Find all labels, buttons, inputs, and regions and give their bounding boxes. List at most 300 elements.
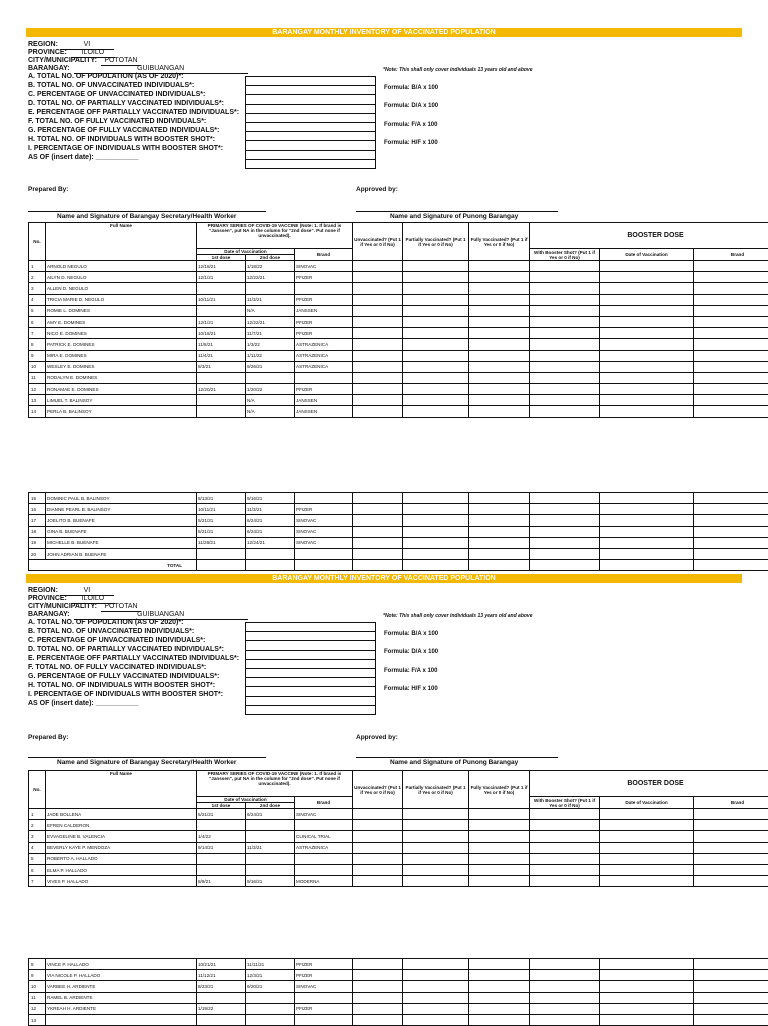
- row-number[interactable]: 6: [29, 316, 46, 327]
- vaccine-brand[interactable]: PFIZER: [295, 384, 353, 395]
- vaccine-brand[interactable]: CLINICAL TRIAL: [295, 831, 353, 842]
- person-name[interactable]: GINA B. BUENAFE: [46, 526, 197, 537]
- vaccine-brand[interactable]: PFIZER: [295, 959, 353, 970]
- empty-cell[interactable]: [403, 864, 469, 875]
- second-dose-date[interactable]: 1/3/22: [246, 339, 295, 350]
- empty-cell[interactable]: [469, 339, 530, 350]
- vaccine-brand[interactable]: [295, 372, 353, 383]
- vaccine-brand[interactable]: SINOVAC: [295, 809, 353, 820]
- empty-cell[interactable]: [469, 959, 530, 970]
- vaccine-brand[interactable]: [295, 548, 353, 559]
- empty-cell[interactable]: [469, 842, 530, 853]
- second-dose-date[interactable]: 11/3/21: [246, 504, 295, 515]
- row-number[interactable]: 12: [29, 384, 46, 395]
- first-dose-date[interactable]: 10/21/21: [197, 959, 246, 970]
- person-name[interactable]: PERLA B. BALINSOY: [46, 406, 197, 417]
- empty-cell[interactable]: [403, 537, 469, 548]
- person-name[interactable]: VINCE P. HALLADO: [46, 959, 197, 970]
- total-cell[interactable]: [353, 560, 403, 571]
- person-name[interactable]: NICO E. DOMINES: [46, 328, 197, 339]
- second-dose-date[interactable]: 12/3/21: [246, 970, 295, 981]
- answer-box[interactable]: [246, 141, 375, 150]
- empty-cell[interactable]: [353, 384, 403, 395]
- second-dose-date[interactable]: N/A: [246, 395, 295, 406]
- second-dose-date[interactable]: [246, 864, 295, 875]
- empty-cell[interactable]: [469, 283, 530, 294]
- empty-cell[interactable]: [694, 294, 768, 305]
- first-dose-date[interactable]: [197, 853, 246, 864]
- empty-cell[interactable]: [694, 970, 768, 981]
- empty-cell[interactable]: [403, 992, 469, 1003]
- empty-cell[interactable]: [403, 350, 469, 361]
- first-dose-date[interactable]: 12/18/21: [197, 261, 246, 272]
- empty-cell[interactable]: [469, 395, 530, 406]
- answer-box[interactable]: [246, 132, 375, 141]
- answer-box[interactable]: [246, 706, 375, 715]
- empty-cell[interactable]: [600, 526, 694, 537]
- person-name[interactable]: ROMIE L. DOMINES: [46, 305, 197, 316]
- empty-cell[interactable]: [403, 526, 469, 537]
- empty-cell[interactable]: [353, 876, 403, 887]
- empty-cell[interactable]: [600, 406, 694, 417]
- empty-cell[interactable]: [353, 316, 403, 327]
- empty-cell[interactable]: [403, 504, 469, 515]
- empty-cell[interactable]: [600, 992, 694, 1003]
- empty-cell[interactable]: [353, 820, 403, 831]
- empty-cell[interactable]: [600, 504, 694, 515]
- empty-cell[interactable]: [469, 548, 530, 559]
- second-dose-date[interactable]: [246, 1003, 295, 1014]
- second-dose-date[interactable]: 9/16/21: [246, 493, 295, 504]
- person-name[interactable]: RONAMAE E. DOMINES: [46, 384, 197, 395]
- empty-cell[interactable]: [694, 372, 768, 383]
- answer-box[interactable]: [246, 641, 375, 650]
- empty-cell[interactable]: [530, 864, 600, 875]
- empty-cell[interactable]: [403, 261, 469, 272]
- empty-cell[interactable]: [403, 970, 469, 981]
- vaccine-brand[interactable]: PFIZER: [295, 970, 353, 981]
- second-dose-date[interactable]: [246, 820, 295, 831]
- empty-cell[interactable]: [530, 361, 600, 372]
- empty-cell[interactable]: [403, 361, 469, 372]
- empty-cell[interactable]: [469, 992, 530, 1003]
- row-number[interactable]: 14: [29, 406, 46, 417]
- vaccine-brand[interactable]: [295, 493, 353, 504]
- row-number[interactable]: 8: [29, 339, 46, 350]
- empty-cell[interactable]: [353, 305, 403, 316]
- vaccine-brand[interactable]: SINOVAC: [295, 261, 353, 272]
- empty-cell[interactable]: [469, 1003, 530, 1014]
- empty-cell[interactable]: [600, 515, 694, 526]
- person-name[interactable]: JOELITO B. BUENAFE: [46, 515, 197, 526]
- first-dose-date[interactable]: 8/23/21: [197, 981, 246, 992]
- empty-cell[interactable]: [353, 842, 403, 853]
- empty-cell[interactable]: [353, 1003, 403, 1014]
- empty-cell[interactable]: [530, 372, 600, 383]
- empty-cell[interactable]: [600, 305, 694, 316]
- total-cell[interactable]: [600, 560, 694, 571]
- first-dose-date[interactable]: 11/12/21: [197, 970, 246, 981]
- empty-cell[interactable]: [403, 372, 469, 383]
- row-number[interactable]: 9: [29, 970, 46, 981]
- empty-cell[interactable]: [469, 361, 530, 372]
- answer-box[interactable]: [246, 687, 375, 696]
- empty-cell[interactable]: [694, 493, 768, 504]
- empty-cell[interactable]: [530, 328, 600, 339]
- person-name[interactable]: ARNOLD NEGULO: [46, 261, 197, 272]
- row-number[interactable]: 17: [29, 515, 46, 526]
- empty-cell[interactable]: [694, 548, 768, 559]
- first-dose-date[interactable]: 5/21/21: [197, 809, 246, 820]
- vaccine-brand[interactable]: ASTRAZENICA: [295, 842, 353, 853]
- empty-cell[interactable]: [530, 316, 600, 327]
- first-dose-date[interactable]: [197, 395, 246, 406]
- first-dose-date[interactable]: 12/1/21: [197, 272, 246, 283]
- person-name[interactable]: VARBEE H. ARDIENTE: [46, 981, 197, 992]
- empty-cell[interactable]: [403, 842, 469, 853]
- person-name[interactable]: JADE BOLLENA: [46, 809, 197, 820]
- person-name[interactable]: MICHELLE B. BUENAFE: [46, 537, 197, 548]
- total-cell[interactable]: [694, 560, 768, 571]
- empty-cell[interactable]: [694, 515, 768, 526]
- empty-cell[interactable]: [600, 294, 694, 305]
- second-dose-date[interactable]: [246, 992, 295, 1003]
- empty-cell[interactable]: [530, 350, 600, 361]
- second-dose-date[interactable]: [246, 283, 295, 294]
- first-dose-date[interactable]: [197, 372, 246, 383]
- empty-cell[interactable]: [600, 272, 694, 283]
- empty-cell[interactable]: [600, 372, 694, 383]
- empty-cell[interactable]: [694, 406, 768, 417]
- empty-cell[interactable]: [600, 328, 694, 339]
- empty-cell[interactable]: [694, 959, 768, 970]
- empty-cell[interactable]: [403, 384, 469, 395]
- empty-cell[interactable]: [530, 831, 600, 842]
- second-dose-date[interactable]: 11/3/21: [246, 294, 295, 305]
- empty-cell[interactable]: [600, 537, 694, 548]
- vaccine-brand[interactable]: JANSSEN: [295, 406, 353, 417]
- second-dose-date[interactable]: 9/16/21: [246, 876, 295, 887]
- empty-cell[interactable]: [694, 981, 768, 992]
- empty-cell[interactable]: [530, 992, 600, 1003]
- answer-box[interactable]: [246, 95, 375, 104]
- person-name[interactable]: PATRICK E. DOMINES: [46, 339, 197, 350]
- empty-cell[interactable]: [469, 384, 530, 395]
- empty-cell[interactable]: [403, 853, 469, 864]
- empty-cell[interactable]: [469, 493, 530, 504]
- empty-cell[interactable]: [694, 820, 768, 831]
- answer-box[interactable]: [246, 151, 375, 160]
- total-cell[interactable]: [403, 560, 469, 571]
- empty-cell[interactable]: [403, 395, 469, 406]
- empty-cell[interactable]: [694, 864, 768, 875]
- second-dose-date[interactable]: 6/24/21: [246, 809, 295, 820]
- empty-cell[interactable]: [353, 261, 403, 272]
- empty-cell[interactable]: [469, 809, 530, 820]
- empty-cell[interactable]: [694, 853, 768, 864]
- empty-cell[interactable]: [469, 526, 530, 537]
- vaccine-brand[interactable]: ASTRAZENICA: [295, 350, 353, 361]
- empty-cell[interactable]: [403, 316, 469, 327]
- empty-cell[interactable]: [600, 809, 694, 820]
- answer-box[interactable]: [246, 678, 375, 687]
- vaccine-brand[interactable]: PFIZER: [295, 1003, 353, 1014]
- second-dose-date[interactable]: N/A: [246, 305, 295, 316]
- empty-cell[interactable]: [600, 384, 694, 395]
- first-dose-date[interactable]: 10/11/21: [197, 504, 246, 515]
- empty-cell[interactable]: [694, 384, 768, 395]
- row-number[interactable]: 19: [29, 537, 46, 548]
- person-name[interactable]: ALLEN D. NEGULO: [46, 283, 197, 294]
- first-dose-date[interactable]: 12/20/21: [197, 384, 246, 395]
- first-dose-date[interactable]: 8/9/21: [197, 876, 246, 887]
- empty-cell[interactable]: [694, 537, 768, 548]
- answer-box[interactable]: [246, 632, 375, 641]
- empty-cell[interactable]: [530, 842, 600, 853]
- vaccine-brand[interactable]: SINOVAC: [295, 526, 353, 537]
- empty-cell[interactable]: [600, 261, 694, 272]
- person-name[interactable]: TRICIA MARIE D. NEGULO: [46, 294, 197, 305]
- row-number[interactable]: 3: [29, 283, 46, 294]
- row-number[interactable]: 13: [29, 1014, 46, 1025]
- empty-cell[interactable]: [353, 809, 403, 820]
- answer-box[interactable]: [246, 77, 375, 86]
- first-dose-date[interactable]: 5/21/21: [197, 515, 246, 526]
- empty-cell[interactable]: [600, 493, 694, 504]
- empty-cell[interactable]: [600, 350, 694, 361]
- empty-cell[interactable]: [600, 876, 694, 887]
- empty-cell[interactable]: [403, 294, 469, 305]
- empty-cell[interactable]: [469, 305, 530, 316]
- vaccine-brand[interactable]: PFIZER: [295, 316, 353, 327]
- vaccine-brand[interactable]: ASTRAZENICA: [295, 339, 353, 350]
- empty-cell[interactable]: [469, 316, 530, 327]
- empty-cell[interactable]: [469, 504, 530, 515]
- empty-cell[interactable]: [353, 981, 403, 992]
- empty-cell[interactable]: [403, 1003, 469, 1014]
- vaccine-brand[interactable]: SINOVAC: [295, 537, 353, 548]
- empty-cell[interactable]: [694, 809, 768, 820]
- second-dose-date[interactable]: [246, 853, 295, 864]
- empty-cell[interactable]: [530, 876, 600, 887]
- empty-cell[interactable]: [530, 272, 600, 283]
- second-dose-date[interactable]: 6/24/21: [246, 515, 295, 526]
- row-number[interactable]: 4: [29, 294, 46, 305]
- row-number[interactable]: 9: [29, 350, 46, 361]
- second-dose-date[interactable]: 11/7/21: [246, 328, 295, 339]
- vaccine-brand[interactable]: [295, 853, 353, 864]
- second-dose-date[interactable]: 12/24/21: [246, 537, 295, 548]
- person-name[interactable]: ELMA P. HALLADO: [46, 864, 197, 875]
- vaccine-brand[interactable]: PFIZER: [295, 328, 353, 339]
- empty-cell[interactable]: [403, 493, 469, 504]
- row-number[interactable]: 11: [29, 992, 46, 1003]
- person-name[interactable]: RODALYN E. DOMINES: [46, 372, 197, 383]
- empty-cell[interactable]: [600, 959, 694, 970]
- vaccine-brand[interactable]: MODERNA: [295, 876, 353, 887]
- row-number[interactable]: 11: [29, 372, 46, 383]
- empty-cell[interactable]: [469, 272, 530, 283]
- answer-box[interactable]: [246, 86, 375, 95]
- empty-cell[interactable]: [469, 981, 530, 992]
- second-dose-date[interactable]: [246, 372, 295, 383]
- row-number[interactable]: 12: [29, 1003, 46, 1014]
- empty-cell[interactable]: [530, 384, 600, 395]
- person-name[interactable]: YKREAH H. ARDIENTE: [46, 1003, 197, 1014]
- second-dose-date[interactable]: 11/11/21: [246, 959, 295, 970]
- answer-box[interactable]: [246, 651, 375, 660]
- first-dose-date[interactable]: [197, 548, 246, 559]
- first-dose-date[interactable]: [197, 406, 246, 417]
- empty-cell[interactable]: [600, 316, 694, 327]
- person-name[interactable]: JOHN ADRIAN B. BUENAFE: [46, 548, 197, 559]
- row-number[interactable]: 4: [29, 842, 46, 853]
- empty-cell[interactable]: [353, 361, 403, 372]
- empty-cell[interactable]: [530, 504, 600, 515]
- empty-cell[interactable]: [694, 261, 768, 272]
- first-dose-date[interactable]: [197, 864, 246, 875]
- empty-cell[interactable]: [353, 831, 403, 842]
- answer-box[interactable]: [246, 697, 375, 706]
- empty-cell[interactable]: [600, 339, 694, 350]
- empty-cell[interactable]: [600, 283, 694, 294]
- empty-cell[interactable]: [469, 406, 530, 417]
- empty-cell[interactable]: [530, 395, 600, 406]
- empty-cell[interactable]: [694, 1003, 768, 1014]
- second-dose-date[interactable]: 11/3/21: [246, 842, 295, 853]
- empty-cell[interactable]: [694, 305, 768, 316]
- empty-cell[interactable]: [694, 992, 768, 1003]
- row-number[interactable]: 8: [29, 959, 46, 970]
- answer-box[interactable]: [246, 105, 375, 114]
- empty-cell[interactable]: [469, 537, 530, 548]
- row-number[interactable]: 5: [29, 853, 46, 864]
- empty-cell[interactable]: [469, 970, 530, 981]
- empty-cell[interactable]: [694, 350, 768, 361]
- vaccine-brand[interactable]: [295, 992, 353, 1003]
- vaccine-brand[interactable]: SINOVAC: [295, 981, 353, 992]
- second-dose-date[interactable]: 9/26/21: [246, 361, 295, 372]
- empty-cell[interactable]: [600, 361, 694, 372]
- empty-cell[interactable]: [469, 261, 530, 272]
- empty-cell[interactable]: [353, 283, 403, 294]
- vaccine-brand[interactable]: SINOVAC: [295, 515, 353, 526]
- empty-cell[interactable]: [694, 339, 768, 350]
- vaccine-brand[interactable]: [295, 820, 353, 831]
- person-name[interactable]: LIMUEL T. BALINSOY: [46, 395, 197, 406]
- first-dose-date[interactable]: 11/26/21: [197, 537, 246, 548]
- empty-cell[interactable]: [353, 504, 403, 515]
- person-name[interactable]: RAMEL B. ARDIENTE: [46, 992, 197, 1003]
- total-cell[interactable]: [530, 560, 600, 571]
- second-dose-date[interactable]: 1/18/22: [246, 261, 295, 272]
- empty-cell[interactable]: [469, 350, 530, 361]
- answer-box[interactable]: [246, 623, 375, 632]
- second-dose-date[interactable]: 1/20/22: [246, 384, 295, 395]
- total-cell[interactable]: [295, 560, 353, 571]
- answer-box[interactable]: [246, 114, 375, 123]
- first-dose-date[interactable]: [197, 305, 246, 316]
- answer-box[interactable]: [246, 123, 375, 132]
- second-dose-date[interactable]: 1/11/22: [246, 350, 295, 361]
- empty-cell[interactable]: [353, 406, 403, 417]
- empty-cell[interactable]: [530, 809, 600, 820]
- empty-cell[interactable]: [403, 339, 469, 350]
- empty-cell[interactable]: [694, 272, 768, 283]
- empty-cell[interactable]: [353, 350, 403, 361]
- row-number[interactable]: 15: [29, 493, 46, 504]
- second-dose-date[interactable]: 12/22/21: [246, 316, 295, 327]
- empty-cell[interactable]: [403, 272, 469, 283]
- empty-cell[interactable]: [600, 395, 694, 406]
- empty-cell[interactable]: [403, 548, 469, 559]
- row-number[interactable]: 13: [29, 395, 46, 406]
- first-dose-date[interactable]: 8/13/21: [197, 493, 246, 504]
- empty-cell[interactable]: [694, 283, 768, 294]
- empty-cell[interactable]: [353, 328, 403, 339]
- row-number[interactable]: 10: [29, 981, 46, 992]
- empty-cell[interactable]: [530, 959, 600, 970]
- empty-cell[interactable]: [530, 853, 600, 864]
- empty-cell[interactable]: [403, 328, 469, 339]
- empty-cell[interactable]: [353, 515, 403, 526]
- first-dose-date[interactable]: 12/1/21: [197, 316, 246, 327]
- second-dose-date[interactable]: [246, 548, 295, 559]
- first-dose-date[interactable]: 9/14/21: [197, 842, 246, 853]
- first-dose-date[interactable]: 10/11/21: [197, 294, 246, 305]
- empty-cell[interactable]: [353, 372, 403, 383]
- empty-cell[interactable]: [694, 504, 768, 515]
- person-name[interactable]: BEVERLY KAYE P. MENDOZA: [46, 842, 197, 853]
- vaccine-brand[interactable]: JANSSEN: [295, 395, 353, 406]
- vaccine-brand[interactable]: [295, 283, 353, 294]
- row-number[interactable]: 18: [29, 526, 46, 537]
- empty-cell[interactable]: [530, 1003, 600, 1014]
- person-name[interactable]: DOMINIC PAUL B. BALINSOY: [46, 493, 197, 504]
- empty-cell[interactable]: [469, 876, 530, 887]
- empty-cell[interactable]: [530, 537, 600, 548]
- first-dose-date[interactable]: 11/4/21: [197, 350, 246, 361]
- person-name[interactable]: MIRA E. DOMINES: [46, 350, 197, 361]
- empty-cell[interactable]: [353, 526, 403, 537]
- empty-cell[interactable]: [403, 876, 469, 887]
- empty-cell[interactable]: [600, 842, 694, 853]
- first-dose-date[interactable]: 1/4/22: [197, 831, 246, 842]
- empty-cell[interactable]: [353, 537, 403, 548]
- row-number[interactable]: 7: [29, 328, 46, 339]
- row-number[interactable]: 20: [29, 548, 46, 559]
- empty-cell[interactable]: [694, 328, 768, 339]
- empty-cell[interactable]: [353, 548, 403, 559]
- empty-cell[interactable]: [694, 831, 768, 842]
- empty-cell[interactable]: [530, 548, 600, 559]
- empty-cell[interactable]: [403, 305, 469, 316]
- vaccine-brand[interactable]: JANSSEN: [295, 305, 353, 316]
- first-dose-date[interactable]: 5/21/21: [197, 526, 246, 537]
- empty-cell[interactable]: [530, 406, 600, 417]
- empty-cell[interactable]: [694, 395, 768, 406]
- person-name[interactable]: EFREN CALDERON: [46, 820, 197, 831]
- row-number[interactable]: 2: [29, 272, 46, 283]
- empty-cell[interactable]: [353, 959, 403, 970]
- row-number[interactable]: 1: [29, 809, 46, 820]
- empty-cell[interactable]: [353, 493, 403, 504]
- vaccine-brand[interactable]: PFIZER: [295, 272, 353, 283]
- vaccine-brand[interactable]: PFIZER: [295, 504, 353, 515]
- answer-box[interactable]: [246, 160, 375, 169]
- row-number[interactable]: 10: [29, 361, 46, 372]
- first-dose-date[interactable]: [197, 992, 246, 1003]
